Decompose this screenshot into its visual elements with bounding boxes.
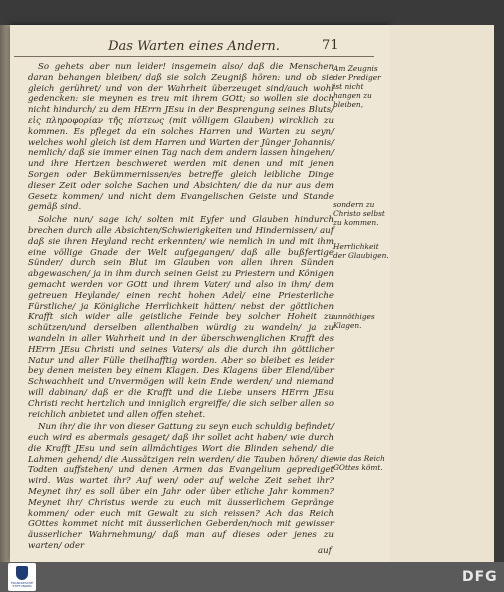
marginal-note: Herrlichkeit der Glaubigen. [333,242,389,260]
marginal-note: sondern zu Christo selbst zu kommen. [333,200,385,227]
body-text [28,62,334,554]
marginal-note: wie das Reich GOttes kömt. [333,454,385,472]
logo-caption: FRANCKESCHE STIFTUNGEN [10,581,34,589]
footer-bar [0,562,504,592]
paragraph: Solche nun/ sage ich/ solten mit Eyfer und Glauben hindurch brechen durch alle Absichten/Schwierigkeiten und Hindernissen/ auf daß sie ihren Heyland recht erkennten/ wie nemlich in und mit ihm eine völlige Gnade der Welt aufgegangen/ daß alle bußfertige Sünder/ durch sein Blut im Glauben von allen ihren Sünden abgewaschen/ ja in ihm durch seinen Geist zu Priestern und Königen gemacht werden vor GOtt und ihrem Vater/ und also in ihm/ dem getreuen Heylande/ einen recht hohen Adel/ eine Priesterliche Fürstliche/ ja Königliche Herrlichkeit hätten/ nebst der göttlichen Krafft sich wider alle geistliche Feinde bey solcher Hoheit zu schützen/und derselben allenthalben würdig zu wandeln/ ja zu wandeln in aller Wahrheit und in der überschwenglichen Krafft des HErrn JEsu Christi und seines Vaters/ als die durch ihn göttlicher Natur und aller Fülle theilhafftig worden. Aber so bleibet es leider bey denen meisten bey einem Klagen. Des Klagens über Elend/über Schwachheit und Unvermögen will kein Ende werden/ und niemand will dabinan/ daß er die Krafft und die Liebe unsers HErrn JEsu Christi recht hertzlich und inniglich ergreiffe/ die sich selber allen so reichlich anbietet und allen offen stehet. [28,215,334,420]
francke-logo[interactable] [8,563,36,591]
marginal-note: Am Zeugnis der Prediger ist nicht hangen zu bleiben, [333,64,381,109]
paragraph: Nun ihr/ die ihr von dieser Gattung zu seyn euch schuldig befindet/ euch wird es abermals gesaget/ daß ihr sollet acht haben/ wie durch die Krafft JEsu und sein allmächtiges Wort die Blinden sehend/ die Lahmen gehend/ die Aussätzigen rein werden/ die Tauben hören/ die Todten auffstehen/ und denen Armen das Evangelium geprediget wird. Was wartet ihr? Auf wen/ oder auf welche Zeit sehet ihr? Meynet ihr/ es soll über ein Jahr oder über etliche Jahr kommen? Meynet ihr/ Christus werde zu euch mit äusserlichem Gepränge kommen/ oder euch mit Gewalt zu sich reissen? Ach das Reich GOttes kommet nicht mit äusserlichen Geberden/noch mit gewisser äusserlicher Wahrnehmung/ daß man auf dieses oder jenes zu warten/ oder [28,422,334,552]
marginal-note: unnöthiges Klagen. [333,312,375,330]
running-header: Das Warten eines Andern. [14,38,374,57]
page-number: 71 [322,38,339,53]
crest-icon [16,566,28,580]
catchword: auf [318,546,332,556]
dfg-logo[interactable]: DFG [462,569,498,585]
paragraph: So gehets aber nun leider! insgemein also/ daß die Menschen daran behangen bleiben/ daß sie solch Zeugniß hören: und ob sie gleich gerühret/ und von der Wahrheit überzeuget sind/auch wohl gedencken: sie meynen es treu mit ihrem GOtt; so wollen sie doch nicht hindurch/ zu dem HErrn JEsu in der Besprengung seines Bluts/ εἰς πληροφορίαν τῆς πίστεως (mit völligem Glauben) wircklich zu kommen. Es pfleget da ein solches Harren und Warten zu seyn/ welches wohl gleich ist dem Harren und Warten der Jünger Johannis/ nemlich/ daß sie immer einen Tag nach dem andern lassen hingehen/ und ihre Hertzen beschweret werden mit denen und mit jenen Sorgen oder Bekümmernissen/es betreffe gleich leibliche Dinge dieser Zeit oder solche Sachen und Absichten/ die da nur aus dem Gesetz kommen/ und nicht dem Evangelischen Geiste und Stande gemäß sind. [28,62,334,213]
page-margin [390,25,494,562]
